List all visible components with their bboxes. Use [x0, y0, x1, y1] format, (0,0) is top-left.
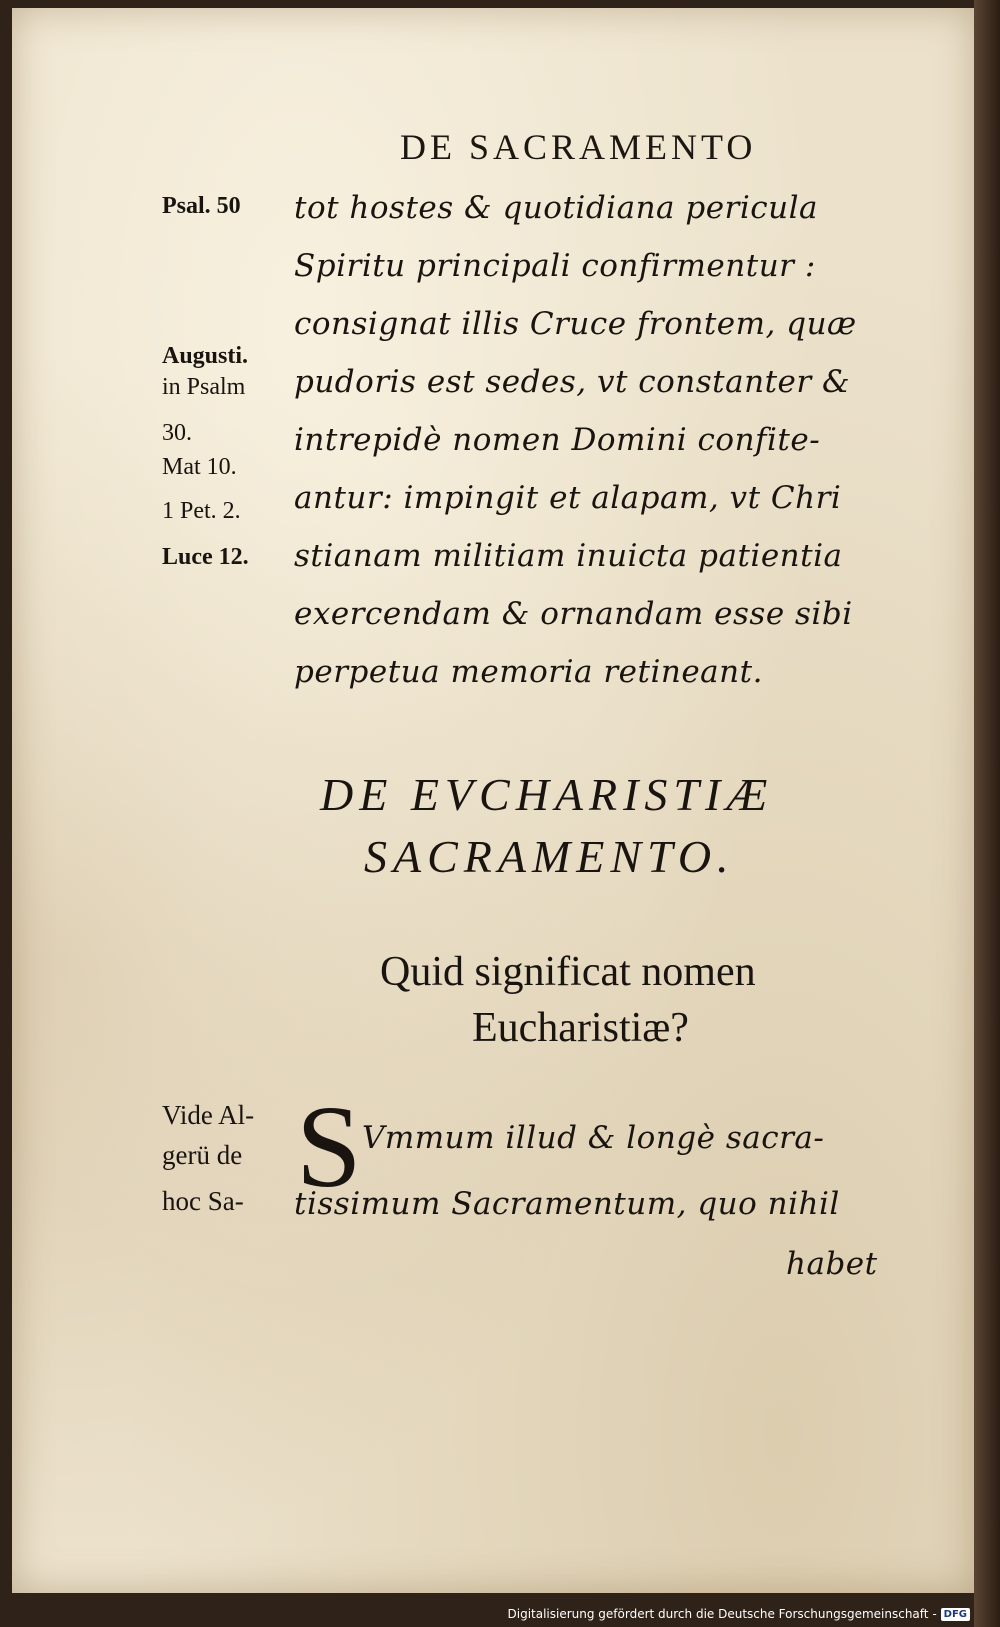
margin-note-vide: Vide Al-	[162, 1100, 255, 1130]
body-line-6: antur: impingit et alapam, vt Chri	[294, 480, 842, 516]
section-title-line2: SACRAMENTO.	[364, 831, 735, 882]
book-spine-edge	[974, 0, 1000, 1627]
body-line-5: intrepidè nomen Domini confite-	[294, 422, 821, 458]
question-line1: Quid significat nomen	[380, 949, 756, 995]
credit-text: Digitalisierung gefördert durch die Deutsche Forschungsgemeinschaft -	[507, 1607, 937, 1621]
margin-note-psalm: Psal. 50	[162, 193, 241, 219]
margin-note-in-psalm: in Psalm	[162, 374, 246, 400]
section-title-line1: DE EVCHARISTIÆ	[320, 769, 774, 820]
body-line-7: stianam militiam inuicta patientia	[294, 538, 843, 574]
body-line-1: tot hostes & quotidiana pericula	[294, 190, 819, 226]
running-header: DE SACRAMENTO	[400, 127, 757, 167]
catchword: habet	[786, 1246, 878, 1282]
body-line-4: pudoris est sedes, vt constanter &	[294, 364, 851, 400]
question-line2: Eucharistiæ?	[472, 1005, 689, 1051]
digitization-credit	[508, 1607, 971, 1621]
margin-note-matthew: Mat 10.	[162, 454, 237, 480]
margin-note-thirty: 30.	[162, 420, 192, 446]
book-page	[12, 8, 974, 1593]
margin-note-augustine: Augusti.	[162, 343, 249, 369]
body-line-3: consignat illis Cruce frontem, quæ	[294, 306, 857, 342]
drop-cap-letter: S	[296, 1081, 362, 1212]
body-line-9: perpetua memoria retineant.	[294, 654, 763, 690]
margin-note-hoc: hoc Sa-	[162, 1186, 244, 1216]
margin-note-peter: 1 Pet. 2.	[162, 498, 241, 524]
answer-line-1: Vmmum illud & longè sacra-	[362, 1120, 825, 1156]
dfg-logo-icon: DFG	[941, 1608, 970, 1621]
margin-note-luke: Luce 12.	[162, 544, 249, 570]
answer-line-2: tissimum Sacramentum, quo nihil	[294, 1186, 840, 1222]
margin-note-geru: gerü de	[162, 1140, 243, 1170]
body-line-2: Spiritu principali confirmentur :	[294, 248, 816, 284]
body-line-8: exercendam & ornandam esse sibi	[294, 596, 853, 632]
